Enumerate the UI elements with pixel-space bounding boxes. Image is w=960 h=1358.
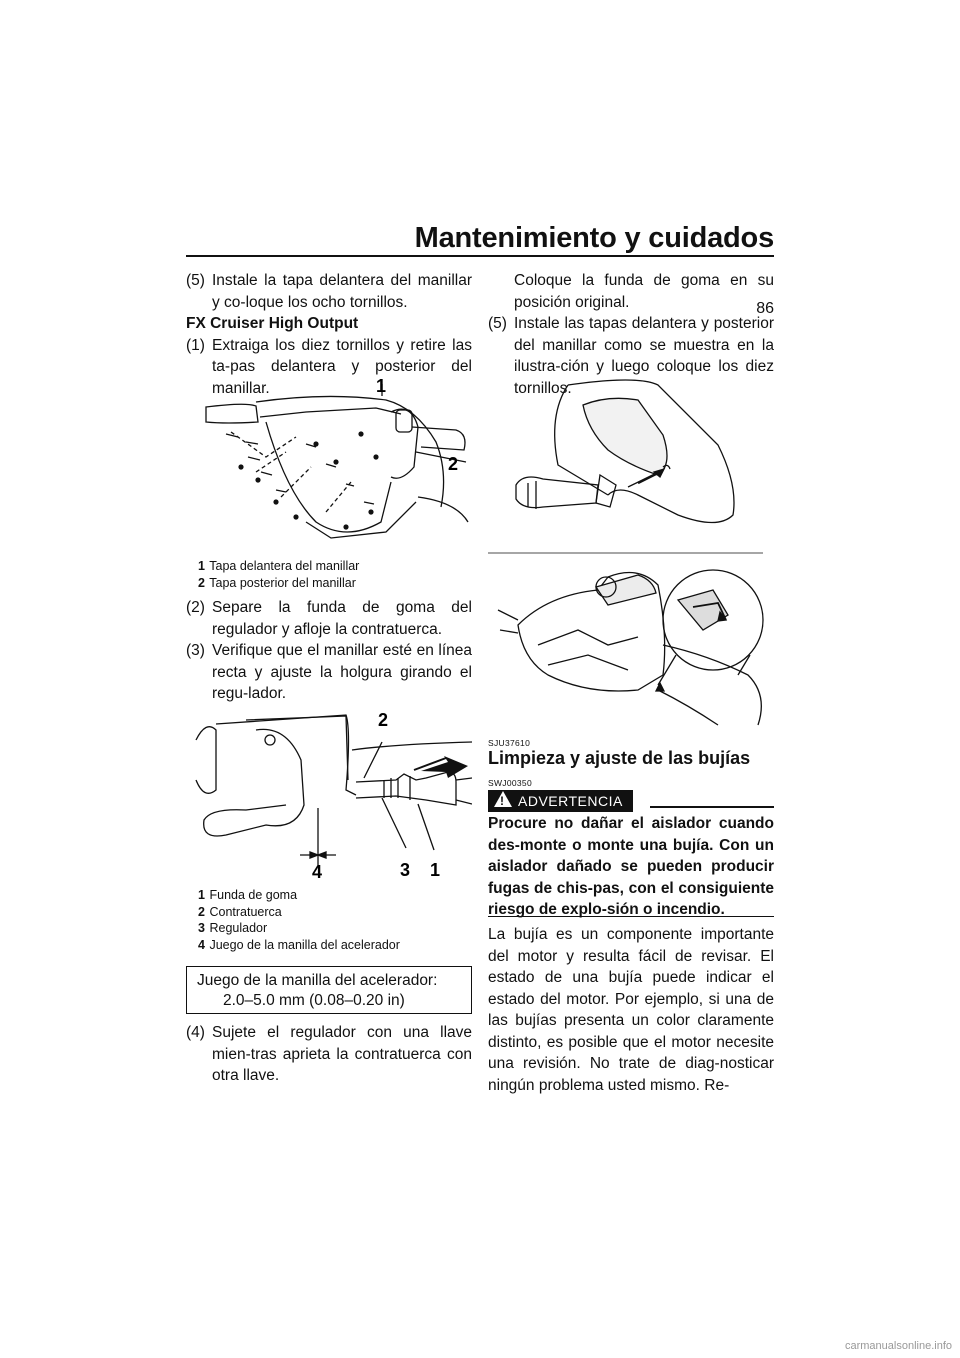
warning-rule-top [650, 806, 774, 808]
warning-rule-bottom [488, 916, 774, 917]
fig1-callout-1: 1 [376, 376, 387, 396]
warning-code: SWJ00350 [488, 778, 532, 788]
fig1-captions [198, 558, 468, 591]
continuation-text: Coloque la funda de goma en su posición original. [514, 272, 774, 311]
page-number: 86 [756, 300, 774, 317]
spec-label: Juego de la manilla del acelerador: [197, 972, 438, 989]
step-2-left: (2) Separe la funda de goma del regulador y afloje la contratuerca. [186, 599, 472, 638]
section-code: SJU37610 [488, 738, 531, 748]
header-rule [186, 255, 774, 257]
fig1-callout-2: 2 [448, 454, 459, 474]
left-column-mid [186, 597, 472, 705]
exclamation-icon: ! [500, 794, 505, 808]
handlebar-cover-illustration [186, 372, 472, 548]
left-column-bottom [186, 1022, 472, 1087]
step-3-left: (3) Verifique que el manillar esté en línea recta y ajuste la holgura girando el regu-lador. [186, 642, 472, 702]
fig2-callout-1: 1 [430, 860, 441, 880]
warning-label: ADVERTENCIA [518, 793, 623, 809]
fig2-callout-4: 4 [312, 862, 323, 882]
step-1-left: (1) Extraiga los diez tornillos y retire las ta-pas delantera y posterior del manillar. [186, 336, 472, 397]
spec-box [186, 966, 472, 1014]
section-heading: FX Cruiser High Output [186, 315, 359, 332]
cover-installation-illustration [488, 375, 774, 730]
page-title: Mantenimiento y cuidados [414, 222, 774, 254]
fig2-callout-3: 3 [400, 860, 411, 880]
spec-value: 2.0–5.0 mm (0.08–0.20 in) [223, 992, 405, 1009]
footer-site: carmanualsonline.info [844, 1340, 952, 1352]
caption-item: 2 Tapa posterior del manillar [198, 575, 356, 590]
step-5-right: (5) Instale las tapas delantera y posterior del manillar como se muestra en la ilustra-ción y luego coloque los diez tornillos. [488, 315, 774, 397]
caption-item: 1 Tapa delantera del manillar [198, 559, 360, 573]
section-title: Limpieza y ajuste de las bujías [488, 748, 751, 768]
fig2-captions [198, 887, 468, 953]
throttle-lever-illustration [186, 700, 472, 885]
step-4-left: (4) Sujete el regulador con una llave mien-tras aprieta la contratuerca con otra llave. [186, 1024, 472, 1084]
caption-item: 4 Juego de la manilla del acelerador [198, 937, 400, 952]
warning-badge [488, 790, 633, 812]
caption-item: 2 Contratuerca [198, 904, 282, 919]
step-5-left: (5) Instale la tapa delantera del manillar y co-loque los ocho tornillos. [186, 272, 472, 311]
caption-item: 1 Funda de goma [198, 888, 298, 902]
warning-text: Procure no dañar el aislador cuando des-monte o monte una bujía. Con un aislador dañado se pueden producir fugas de chis-pas, con el consiguiente riesgo de explo-sión o incendio. [488, 815, 774, 918]
fig2-callout-2: 2 [378, 710, 389, 730]
body-paragraph: La bujía es un componente importante del motor y resulta fácil de revisar. El estado de una bujía puede indicar el estado del motor. Por ejemplo, si una de las bujías presenta un color claramente distinto, es posible que el motor necesite una revisión. No trate de diag-nosticar ningún problema usted mismo. Re- [488, 926, 774, 1094]
caption-item: 3 Regulador [198, 921, 268, 935]
